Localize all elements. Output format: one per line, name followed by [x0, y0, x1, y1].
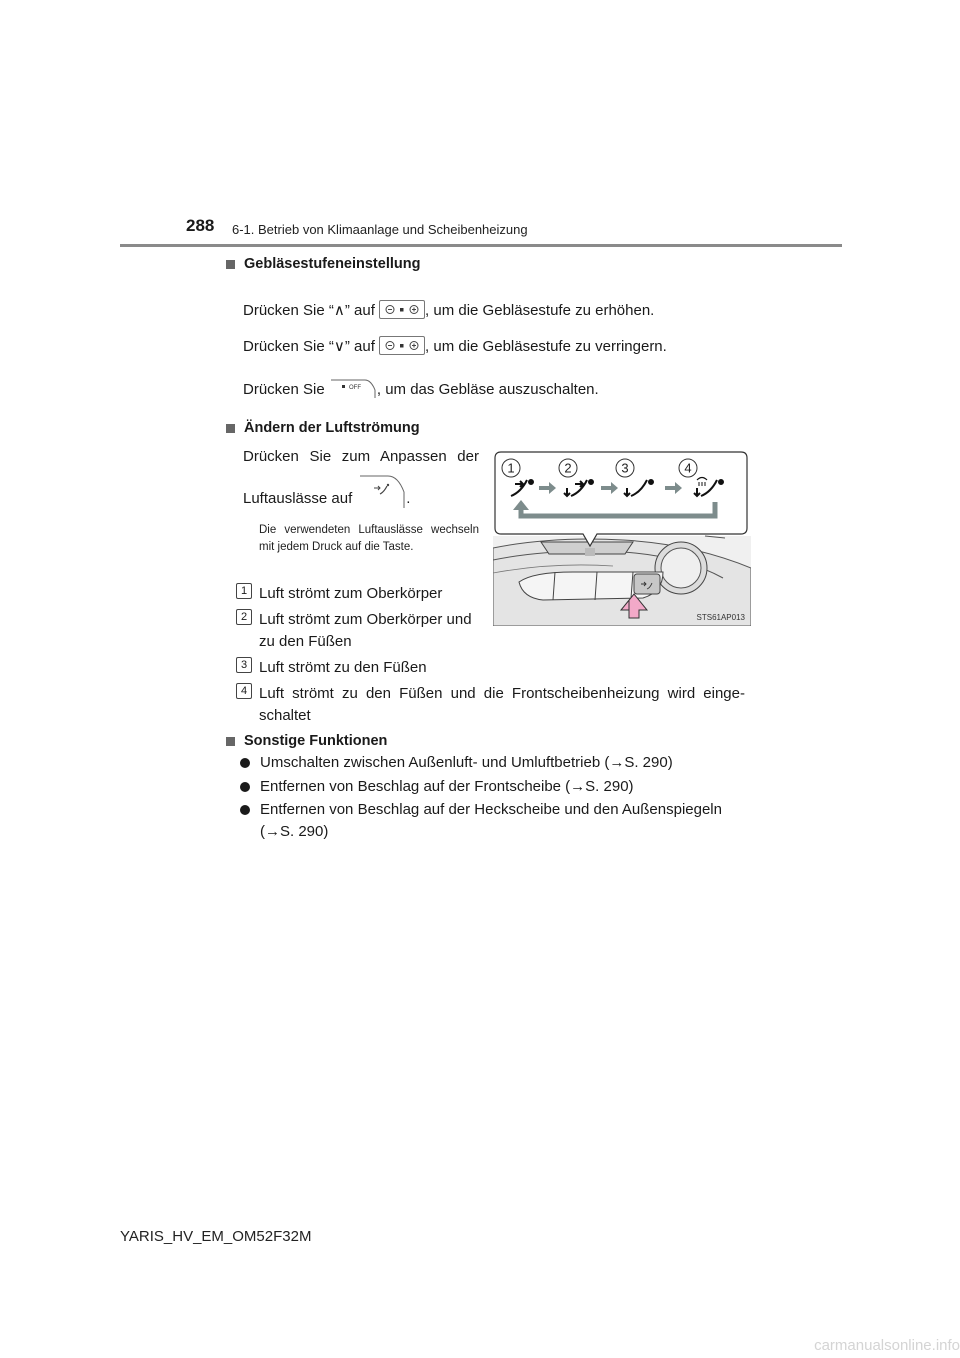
airflow-item-2: Luft strömt zum Oberkörper und zu den Füßen — [259, 611, 472, 650]
airflow-intro-end: . — [406, 490, 411, 507]
fan-down-line — [243, 336, 667, 358]
fan-off-line — [243, 378, 599, 401]
fan-up-line — [243, 300, 654, 322]
airflow-figure — [493, 448, 751, 626]
fan-off-post: , um das Gebläse auszuschalten. — [376, 381, 599, 398]
bullet-dot-icon — [240, 805, 250, 815]
airflow-intro-line2 — [243, 474, 410, 510]
square-bullet-icon — [226, 424, 235, 433]
bullet-dot-icon — [240, 782, 250, 792]
other-bullet-2-text: Entfernen von Beschlag auf der Frontscheibe (→S. 290) — [260, 778, 634, 795]
other-bullet-1 — [240, 752, 745, 774]
item-number-2: 2 — [236, 609, 252, 625]
airflow-heading — [226, 420, 420, 436]
item-number-1: 1 — [236, 583, 252, 599]
other-bullet-1-text: Umschalten zwischen Außenluft- und Umluftbetrieb (→S. 290) — [260, 754, 673, 771]
airflow-heading-text: Ändern der Luftströmung — [244, 420, 420, 436]
other-heading-text: Sonstige Funktionen — [244, 733, 388, 749]
airflow-item-3: Luft strömt zu den Füßen — [259, 659, 427, 676]
airflow-mode-button-icon — [358, 474, 406, 510]
square-bullet-icon — [226, 260, 235, 269]
fan-heading-text: Gebläsestufeneinstellung — [244, 256, 421, 272]
figure-label-4: 4 — [684, 460, 692, 476]
other-bullet-2 — [240, 776, 745, 798]
fan-speed-button-icon — [379, 300, 425, 319]
header-rule — [120, 244, 842, 247]
page-number: 288 — [186, 216, 215, 235]
airflow-intro-line1: Drücken Sie zum Anpassen der — [243, 448, 479, 465]
figure-code: STS61AP013 — [696, 613, 745, 622]
bullet-dot-icon — [240, 758, 250, 768]
item-number-4: 4 — [236, 683, 252, 699]
figure-label-1: 1 — [507, 460, 515, 476]
fan-down-pre: Drücken Sie “∨” auf — [243, 338, 375, 355]
other-bullet-3 — [240, 799, 745, 843]
fan-heading — [226, 256, 420, 272]
other-heading — [226, 733, 387, 749]
watermark: carmanualsonline.info — [814, 1337, 960, 1354]
fan-down-post: , um die Gebläsestufe zu verringern. — [425, 338, 667, 355]
document-code: YARIS_HV_EM_OM52F32M — [120, 1228, 312, 1245]
figure-label-2: 2 — [564, 460, 572, 476]
fan-off-button-icon — [329, 378, 377, 400]
fan-off-pre: Drücken Sie — [243, 381, 325, 398]
airflow-note: Die verwendeten Luftauslässe wechseln mit jedem Druck auf die Taste. — [259, 524, 479, 553]
fan-speed-button-icon — [379, 336, 425, 355]
item-number-3: 3 — [236, 657, 252, 673]
fan-up-post: , um die Gebläsestufe zu erhöhen. — [425, 302, 655, 319]
figure-label-3: 3 — [621, 460, 629, 476]
airflow-intro-text: Luftauslässe auf — [243, 490, 353, 507]
svg-text:OFF: OFF — [348, 385, 361, 391]
other-bullet-3-text: Entfernen von Beschlag auf der Heckscheibe und den Außenspiegeln (→S. 290) — [260, 801, 722, 840]
airflow-item-4: Luft strömt zu den Füßen und die Frontscheibenheizung wird einge-schaltet — [259, 685, 745, 724]
airflow-item-1: Luft strömt zum Oberkörper — [259, 585, 443, 602]
fan-up-pre: Drücken Sie “∧” auf — [243, 302, 375, 319]
square-bullet-icon — [226, 737, 235, 746]
chapter-title: 6-1. Betrieb von Klimaanlage und Scheibenheizung — [232, 222, 528, 237]
